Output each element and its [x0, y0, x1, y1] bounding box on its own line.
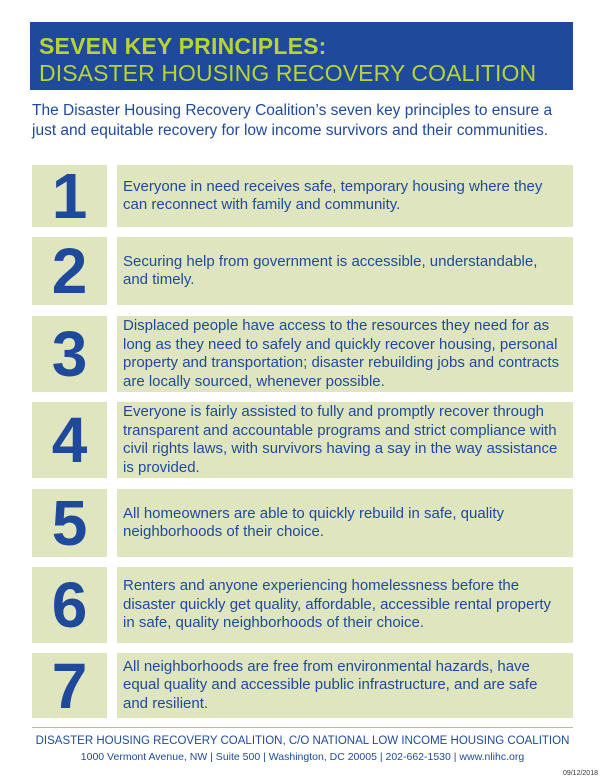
principle-row-6 — [32, 567, 573, 643]
principle-number: 7 — [32, 653, 107, 718]
principle-row-2 — [32, 237, 573, 305]
intro-paragraph: The Disaster Housing Recovery Coalition’s seven key principles to ensure a just and equitable recovery for low income survivors and their communities. — [32, 102, 553, 139]
footer-organization: DISASTER HOUSING RECOVERY COALITION, C/O NATIONAL LOW INCOME HOUSING COALITION — [35, 735, 570, 747]
principle-text: Everyone is fairly assisted to fully and promptly recover through transparent and accountable programs and strict compliance with civil rights laws, with survivors having a say in the way assistance is provided. — [117, 402, 573, 478]
principle-row-1 — [32, 160, 573, 232]
principle-number: 6 — [32, 567, 107, 643]
footer-address: 1000 Vermont Avenue, NW | Suite 500 | Washington, DC 20005 | 202-662-1530 | www.nlihc.org — [80, 751, 525, 763]
principle-text: Everyone in need receives safe, temporary housing where they can reconnect with family and community. — [117, 165, 573, 227]
principle-number: 2 — [32, 237, 107, 305]
principle-text: Renters and anyone experiencing homelessness before the disaster quickly get quality, affordable, accessible rental property in safe, quality neighborhoods of their choice. — [117, 567, 573, 643]
principle-number: 4 — [32, 402, 107, 478]
principle-text: Displaced people have access to the resources they need for as long as they need to safely and quickly recover housing, personal property and transportation; disaster rebuilding jobs and contracts are locally sourced, whenever possible. — [117, 316, 573, 392]
principle-row-7 — [32, 649, 573, 722]
page-subtitle: DISASTER HOUSING RECOVERY COALITION — [39, 60, 537, 86]
principle-number: 1 — [32, 165, 107, 227]
footer-divider — [32, 727, 573, 728]
principle-row-5 — [32, 489, 573, 557]
principle-text: Securing help from government is accessible, understandable, and timely. — [117, 237, 573, 305]
principle-row-4 — [32, 402, 573, 478]
page-title: SEVEN KEY PRINCIPLES: — [39, 33, 327, 59]
document-date: 09/12/2018 — [562, 770, 598, 777]
principle-text: All neighborhoods are free from environmental hazards, have equal quality and accessible public infrastructure, and are safe and resilient. — [117, 653, 573, 718]
principle-row-3 — [32, 316, 573, 392]
principle-text: All homeowners are able to quickly rebuild in safe, quality neighborhoods of their choice. — [117, 489, 573, 557]
principle-number: 3 — [32, 316, 107, 392]
principle-number: 5 — [32, 489, 107, 557]
header-banner — [30, 22, 573, 90]
